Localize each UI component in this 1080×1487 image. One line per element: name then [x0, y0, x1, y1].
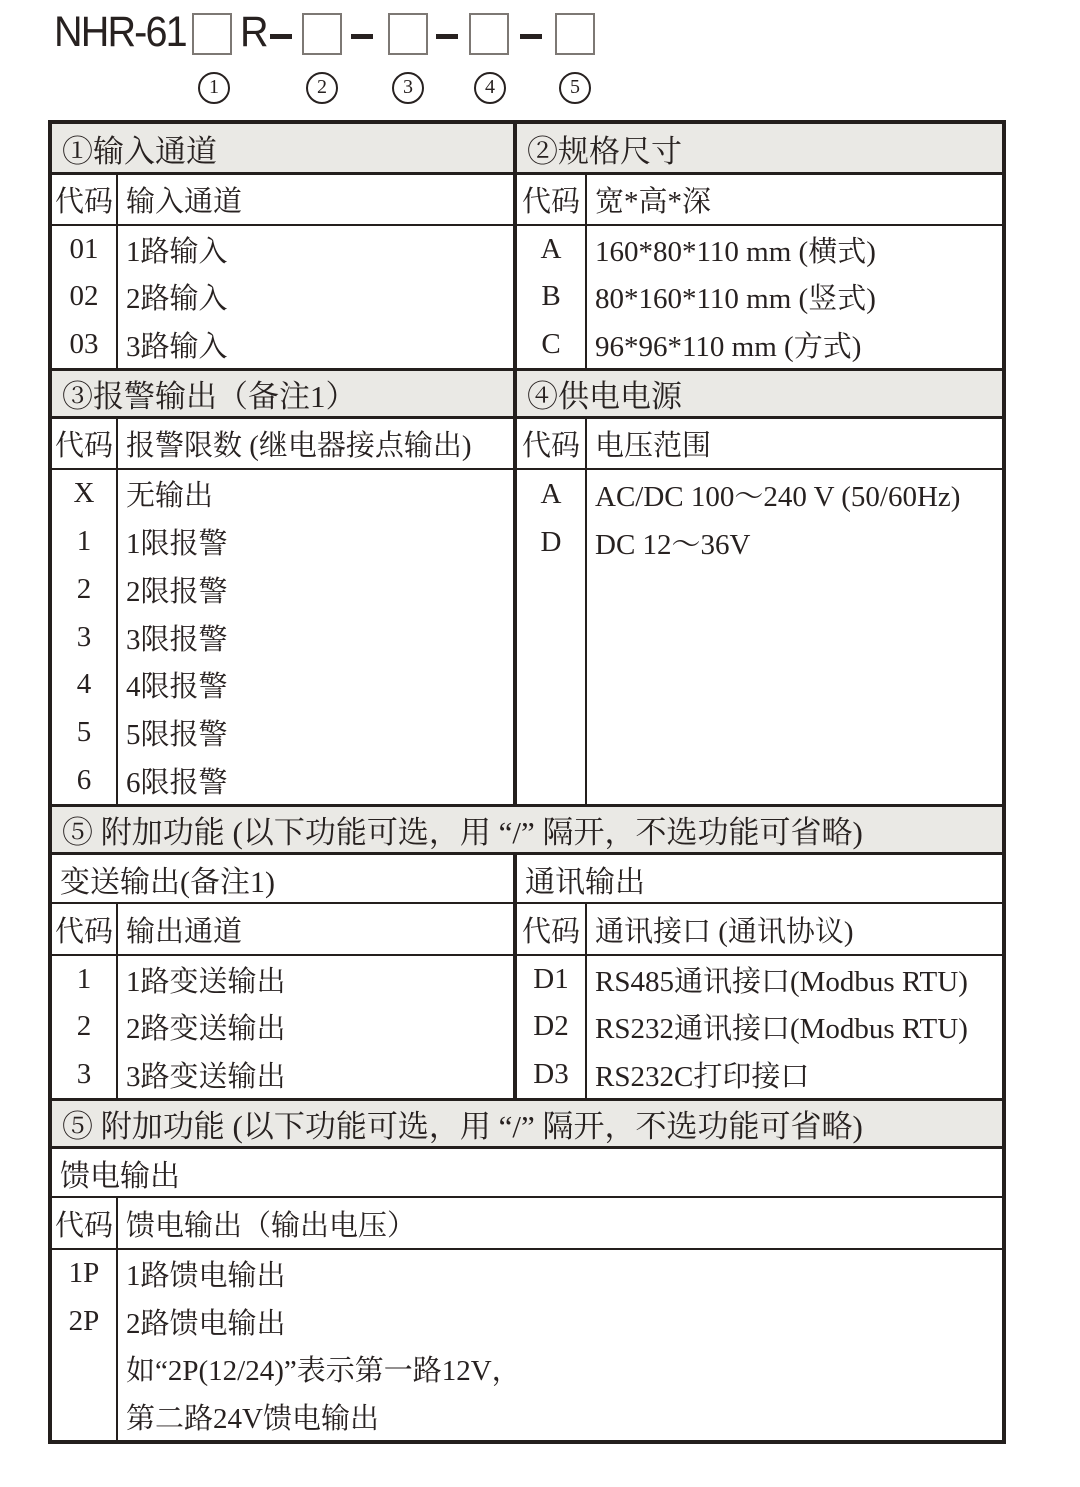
section5a-left-code-column [52, 956, 118, 1098]
section5b-subtitle: 馈电输出 [60, 1159, 180, 1193]
section4-column-headers [517, 419, 1002, 468]
code-cell: A [540, 477, 562, 510]
position-marker-3: 3 [392, 72, 424, 104]
desc-cell: 1路馈电输出 [126, 1260, 286, 1293]
desc-cell: 5限报警 [126, 718, 228, 751]
section2-code-header: 代码 [517, 175, 587, 224]
desc-cell: 160*80*110 mm (横式) [595, 236, 876, 269]
dash-separator-3 [436, 34, 458, 39]
desc-cell: 2路输入 [126, 283, 228, 316]
desc-cell: 第二路24V馈电输出 [126, 1402, 379, 1435]
section5b-code-header: 代码 [52, 1198, 118, 1248]
position-marker-1: 1 [198, 72, 230, 104]
section5a-title-row [52, 804, 1002, 852]
model-fill-box-5 [555, 13, 595, 55]
section5a-data-row [52, 954, 1002, 1098]
section5b-desc-column [118, 1250, 1002, 1440]
section2-desc-header: 宽*高*深 [595, 186, 712, 218]
ordering-table [48, 120, 1006, 1444]
section5a-left-data [52, 956, 517, 1098]
code-cell: 1P [68, 1257, 100, 1290]
desc-cell: 1限报警 [126, 528, 228, 561]
position-marker-4: 4 [474, 72, 506, 104]
section2-title: ②规格尺寸 [527, 133, 682, 169]
code-cell: 01 [69, 233, 99, 266]
section1-code-column [52, 226, 118, 368]
code-cell [52, 1345, 116, 1393]
desc-cell: RS485通讯接口(Modbus RTU) [595, 966, 968, 999]
section5a-left-desc-column [118, 956, 513, 1098]
data-row-3-4 [52, 468, 1002, 804]
section5a-left-desc-header: 输出通道 [126, 915, 243, 948]
desc-cell: 3限报警 [126, 623, 228, 656]
section5b-title-row [52, 1098, 1002, 1146]
desc-cell: 1路输入 [126, 236, 228, 269]
model-letter-r: R [240, 8, 267, 56]
desc-cell: 96*96*110 mm (方式) [595, 330, 862, 363]
position-marker-5: 5 [559, 72, 591, 104]
section5a-right-data [517, 956, 1002, 1098]
desc-cell: 无输出 [126, 480, 214, 513]
desc-cell: 3路变送输出 [126, 1060, 286, 1093]
desc-cell: 如“2P(12/24)”表示第一路12V， [126, 1355, 521, 1388]
code-cell: 6 [76, 763, 92, 796]
section4-data [517, 470, 1002, 804]
section5b-code-column [52, 1250, 118, 1440]
section4-code-column [517, 470, 587, 804]
code-cell: 5 [76, 715, 92, 748]
section1-column-headers [52, 175, 517, 224]
code-cell: D [540, 525, 562, 558]
section1-desc-column [118, 226, 513, 368]
desc-cell: 2限报警 [126, 575, 228, 608]
section4-desc-header: 电压范围 [595, 430, 712, 462]
section5b-subtitle-row [52, 1146, 1002, 1196]
section5b-column-headers [52, 1198, 1002, 1248]
desc-cell: 6限报警 [126, 766, 228, 799]
section4-code-header: 代码 [517, 419, 587, 468]
desc-cell: 1路变送输出 [126, 966, 286, 999]
code-cell [52, 1393, 116, 1441]
section5b-column-header-row [52, 1196, 1002, 1248]
desc-cell: 3路输入 [126, 330, 228, 363]
section5a-right-subtitle: 通讯输出 [525, 865, 645, 899]
section2-desc-column [587, 226, 1002, 368]
desc-cell: 2路馈电输出 [126, 1307, 286, 1340]
section5b-desc-header: 馈电输出（输出电压） [126, 1209, 417, 1242]
section-title-row-3-4 [52, 368, 1002, 416]
code-cell: 3 [76, 620, 92, 653]
model-prefix: NHR-61 [54, 8, 186, 56]
code-cell: 1 [76, 963, 92, 996]
code-cell: 2P [68, 1304, 100, 1337]
desc-cell: RS232通讯接口(Modbus RTU) [595, 1013, 968, 1046]
section5a-right-column-headers [517, 904, 1002, 954]
desc-cell: 80*160*110 mm (竖式) [595, 283, 876, 316]
section3-column-headers [52, 419, 517, 468]
code-cell: 3 [76, 1057, 92, 1090]
section5a-right-desc-column [587, 956, 1002, 1098]
section5a-column-header-row [52, 902, 1002, 954]
section3-desc-column [118, 470, 513, 804]
dash-separator-4 [520, 34, 542, 39]
code-cell: D2 [533, 1010, 569, 1043]
desc-cell: DC 12～36V [595, 528, 751, 561]
model-fill-box-4 [469, 13, 509, 55]
code-cell: 2 [76, 1010, 92, 1043]
code-cell: 2 [76, 572, 92, 605]
desc-cell: 2路变送输出 [126, 1013, 286, 1046]
section3-code-header: 代码 [52, 419, 118, 468]
code-cell: D3 [533, 1057, 569, 1090]
section5a-left-code-header: 代码 [52, 904, 118, 954]
code-cell: 02 [69, 280, 99, 313]
section5a-left-subtitle: 变送输出(备注1) [52, 855, 517, 902]
section2-code-column [517, 226, 587, 368]
position-marker-2: 2 [306, 72, 338, 104]
section5b-data-row [52, 1248, 1002, 1440]
model-fill-box-3 [388, 13, 428, 55]
section-title-row-1-2 [52, 124, 1002, 172]
dash-separator-2 [351, 34, 373, 39]
section5a-right-code-column [517, 956, 587, 1098]
code-cell: C [541, 327, 561, 360]
section5a-right-code-header: 代码 [517, 904, 587, 954]
desc-cell: 4限报警 [126, 671, 228, 704]
section3-title: ③报警输出（备注1） [52, 371, 517, 416]
section4-title: ④供电电源 [527, 379, 682, 414]
section2-column-headers [517, 175, 1002, 224]
section1-title: ①输入通道 [52, 124, 517, 172]
desc-cell: AC/DC 100～240 V (50/60Hz) [595, 480, 961, 513]
code-cell: 4 [76, 668, 92, 701]
section3-desc-header: 报警限数 (继电器接点输出) [126, 430, 472, 462]
desc-cell: RS232C打印接口 [595, 1060, 810, 1093]
code-cell: 03 [69, 327, 99, 360]
data-row-1-2 [52, 224, 1002, 368]
code-cell: X [73, 477, 95, 510]
section1-data [52, 226, 517, 368]
section5a-left-column-headers [52, 904, 517, 954]
section5a-title: ⑤ 附加功能 (以下功能可选，用 “/” 隔开，不选功能可省略) [62, 815, 863, 850]
section3-code-column [52, 470, 118, 804]
model-fill-box-2 [302, 13, 342, 55]
section1-code-header: 代码 [52, 175, 118, 224]
section5b-title: ⑤ 附加功能 (以下功能可选，用 “/” 隔开，不选功能可省略) [62, 1109, 863, 1144]
code-cell: B [541, 280, 561, 313]
code-cell: 1 [76, 525, 92, 558]
code-cell: A [540, 233, 562, 266]
section5a-right-desc-header: 通讯接口 (通讯协议) [595, 915, 854, 948]
section5b-data [52, 1250, 1002, 1440]
dash-separator-1 [270, 34, 292, 39]
column-header-row-1-2 [52, 172, 1002, 224]
section2-data [517, 226, 1002, 368]
model-fill-box-1 [192, 13, 232, 55]
section5a-subtitle-row [52, 852, 1002, 902]
code-cell: D1 [533, 963, 569, 996]
section1-desc-header: 输入通道 [126, 186, 243, 218]
section3-data [52, 470, 517, 804]
section4-desc-column [587, 470, 1002, 804]
column-header-row-3-4 [52, 416, 1002, 468]
model-code-diagram [0, 0, 1080, 118]
